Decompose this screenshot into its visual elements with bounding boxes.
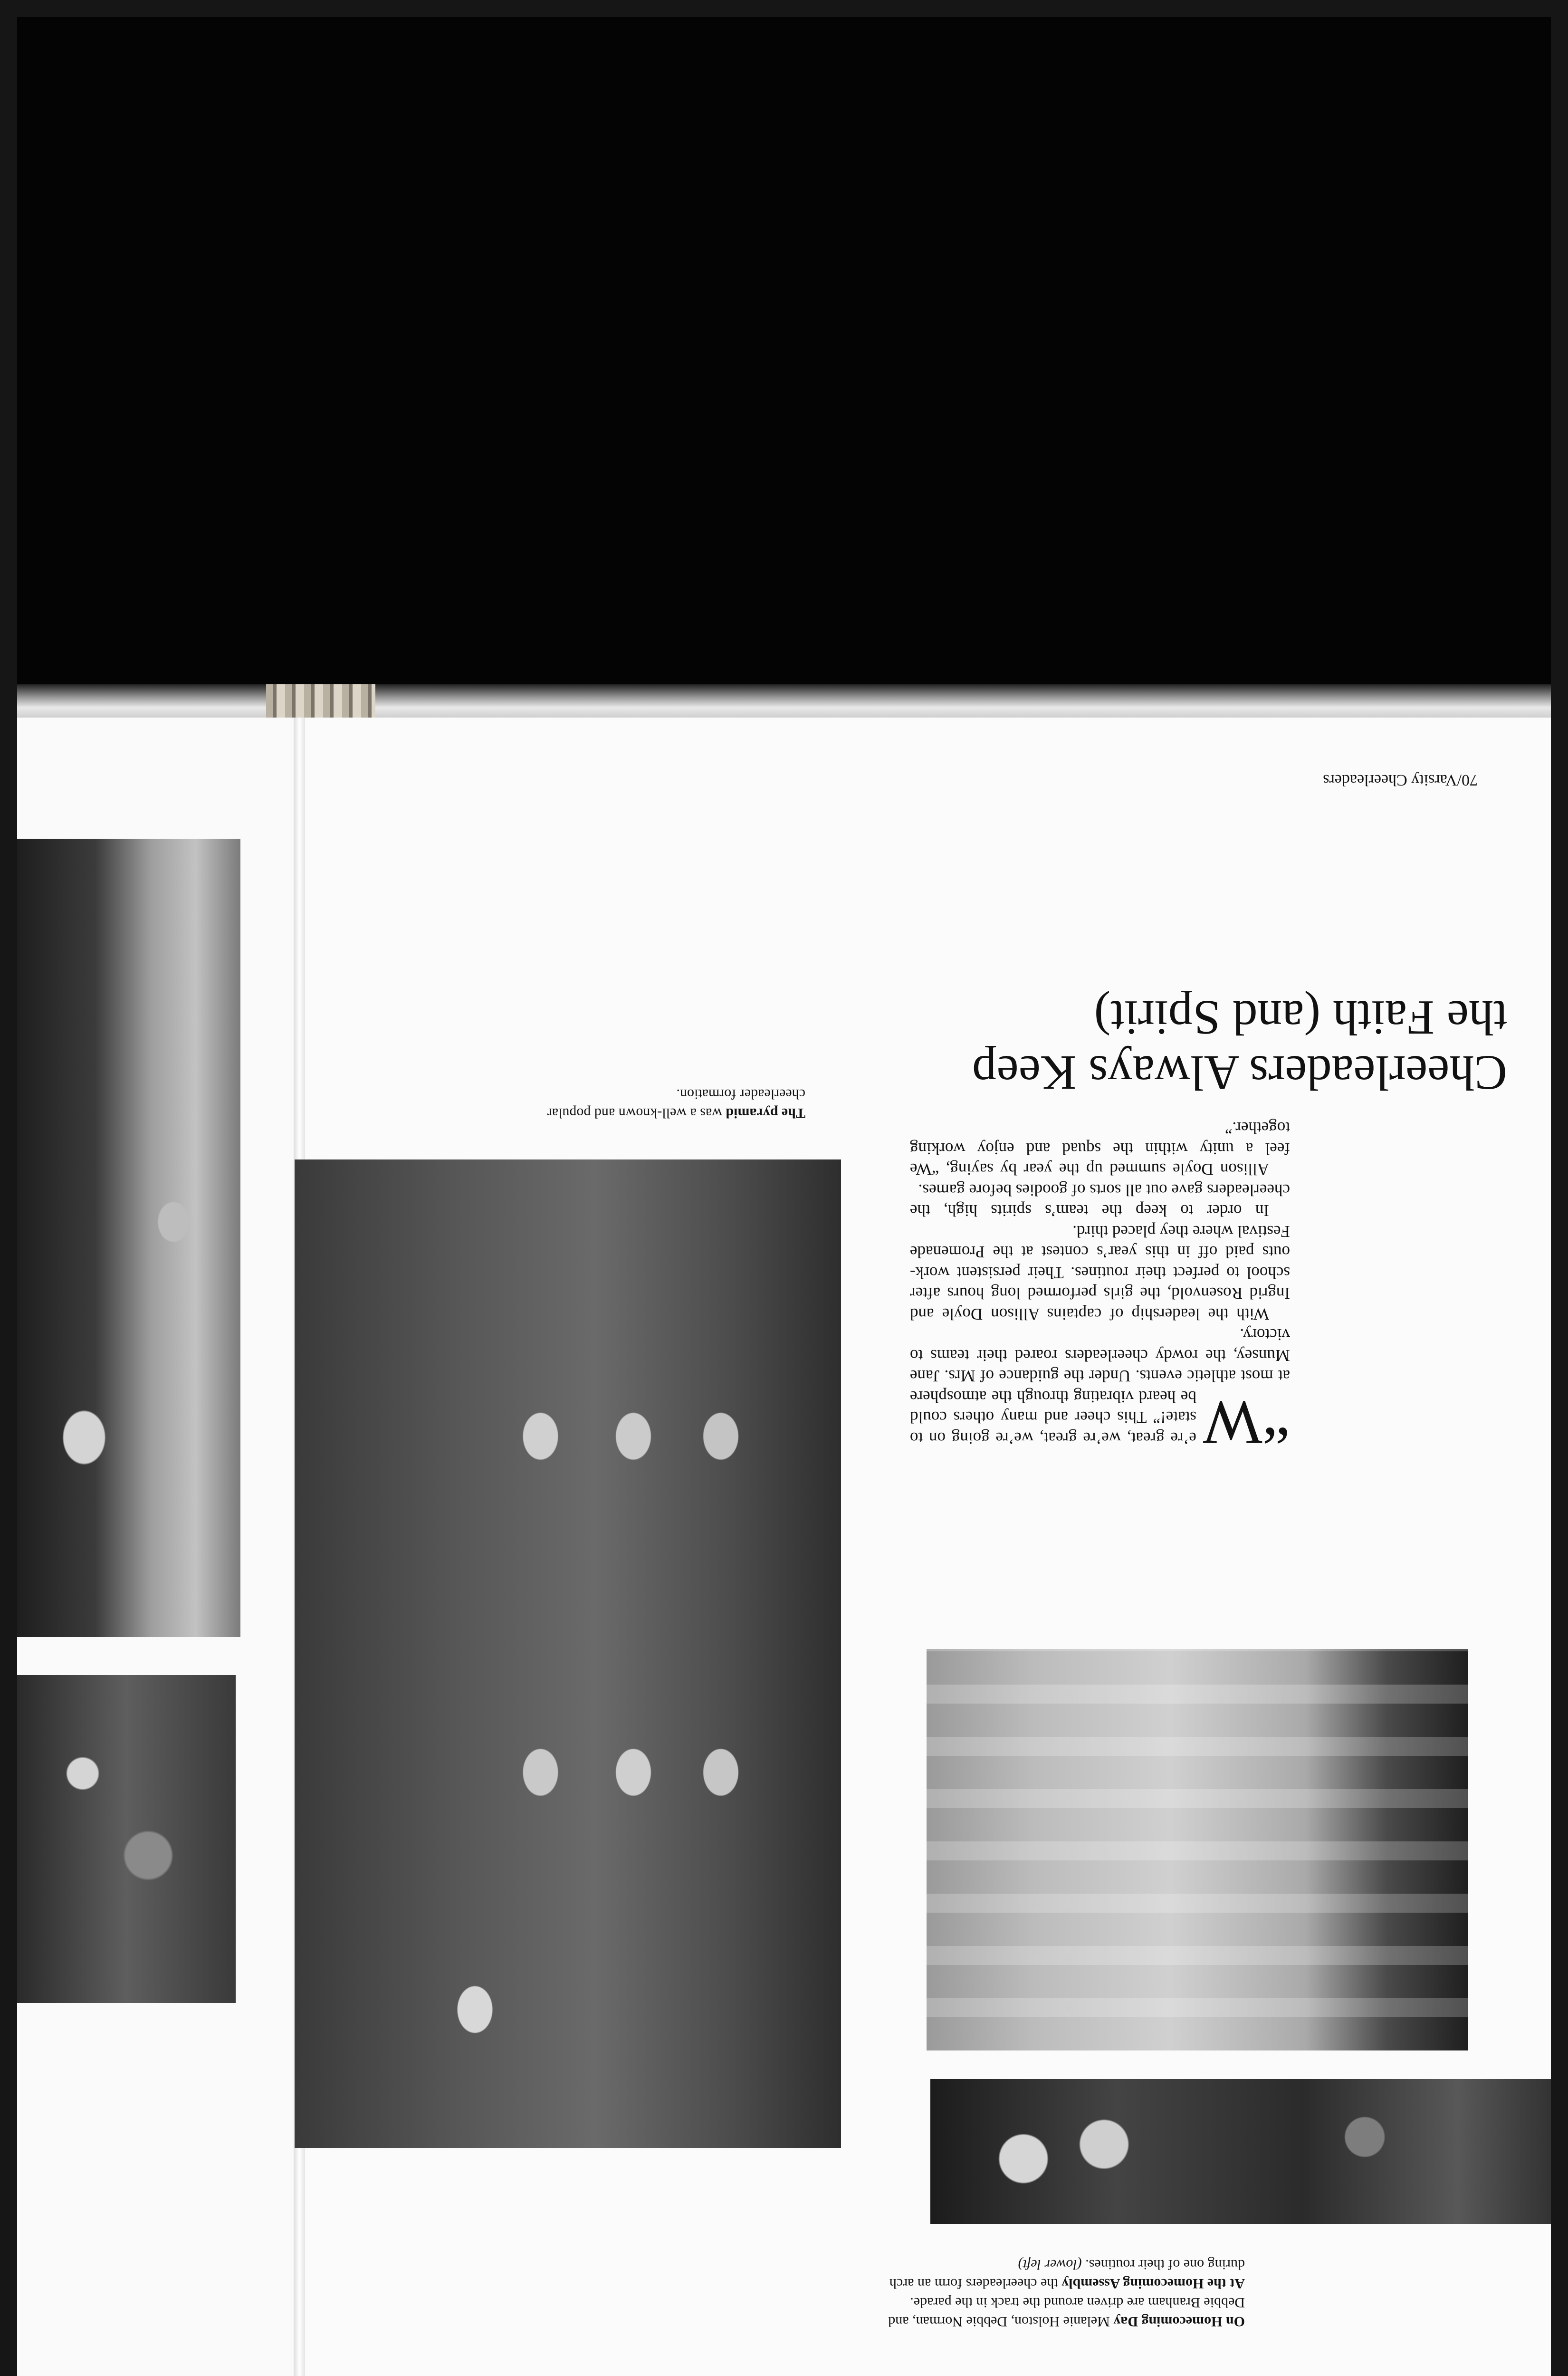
paragraph-1-text: e’re great, we’re great, we’re going on to state!” This cheer and many others could be heard vibrating through the atmosphere at most athletic events. Under the guidance of Mrs. Jane Munsey, the rowdy cheerleaders roared their teams to victory.: [910, 1325, 1290, 1447]
caption-pyramid-text: was a well-known and popular cheerleader formation.: [547, 1086, 805, 1121]
title-line-1: Cheerleaders Always Keep: [972, 1045, 1507, 1100]
dark-cover-flap: [17, 17, 1551, 692]
photo-homecoming-parade: [930, 2079, 1551, 2224]
caption-homecoming-assembly: [884, 2255, 1245, 2293]
paragraph-2: With the leadership of captains Allison Doyle and Ingrid Rosenvold, the girls performed long hours after school to perfect their routines. Their persistent work-outs paid off in this year’s contest at the Promenade Festival where they placed third.: [910, 1222, 1290, 1323]
caption-pyramid: [501, 1080, 805, 1122]
caption-homecoming: [884, 2236, 1245, 2331]
caption-assembly-text: the cheerleaders form an arch during one of their routines.: [889, 2257, 1245, 2291]
photo-pyramid-formation: [295, 1159, 841, 2148]
page-folio: 70/Varsity Cheerleaders: [1323, 771, 1478, 789]
paragraph-4: Allison Doyle summed up the year by saying, “We feel a unity within the squad and enjoy working together.”: [910, 1119, 1290, 1179]
caption-assembly-lead: At the Homecoming Assembly: [1061, 2276, 1245, 2291]
paragraph-1: [910, 1324, 1290, 1458]
binding-tape: [266, 684, 375, 718]
caption-pyramid-lead: The pyramid: [726, 1105, 805, 1121]
book-spine-edge: [17, 684, 1551, 718]
caption-homecoming-day-lead: On Homecoming Day: [1113, 2314, 1245, 2329]
caption-assembly-note: (lower left): [1018, 2257, 1082, 2272]
drop-cap: “W: [1203, 1388, 1290, 1458]
caption-homecoming-day: [884, 2293, 1245, 2331]
photo-left-page-cheerleader: [17, 839, 240, 1637]
photo-left-page-pompoms: [17, 1675, 236, 2003]
title-line-2: the Faith (and Spirit): [1094, 990, 1507, 1045]
caption-homecoming-day-text: Melanie Holston, Debbie Norman, and Debbie Branham are driven around the track in the parade.: [888, 2295, 1245, 2329]
photo-cheerleaders-kneeling-line: [927, 1649, 1468, 2050]
paragraph-3: In order to keep the team’s spirits high, the cheerleaders gave out all sorts of goodies before games.: [910, 1181, 1290, 1220]
article-body: [910, 926, 1290, 1458]
